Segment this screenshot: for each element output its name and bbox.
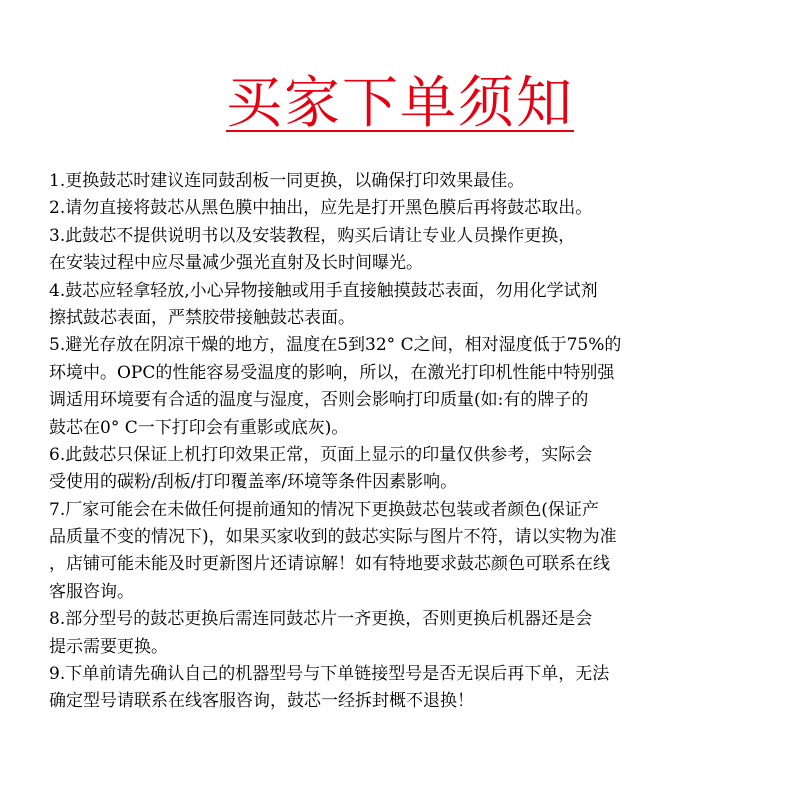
notice-line: 在安装过程中应尽量减少强光直射及长时间曝光。 [49, 253, 423, 274]
notice-line: 调适用环境要有合适的温度与湿度，否则会影响打印质量(如:有的牌子的 [49, 390, 589, 411]
notice-line: 客服咨询。 [49, 581, 134, 602]
notice-item-6 [49, 442, 769, 497]
notice-item-2 [49, 195, 769, 222]
notice-line: 9.下单前请先确认自己的机器型号与下单链接型号是否无误后再下单，无法 [49, 664, 610, 685]
notice-list [49, 168, 769, 716]
notice-line: 品质量不变的情况下)，如果买家收到的鼓芯实际与图片不符，请以实物为准 [49, 527, 617, 548]
notice-line: 4.鼓芯应轻拿轻放,小心异物接触或用手直接触摸鼓芯表面，勿用化学试剂 [49, 280, 598, 301]
notice-line: 擦拭鼓芯表面，严禁胶带接触鼓芯表面。 [49, 307, 355, 328]
notice-item-9 [49, 661, 769, 716]
notice-line: 确定型号请联系在线客服咨询，鼓芯一经拆封概不退换！ [49, 691, 474, 712]
notice-line: 8.部分型号的鼓芯更换后需连同鼓芯片一齐更换，否则更换后机器还是会 [49, 609, 593, 630]
notice-line: 2.请勿直接将鼓芯从黑色膜中抽出，应先是打开黑色膜后再将鼓芯取出。 [49, 198, 593, 219]
page-title [0, 72, 800, 136]
notice-item-5 [49, 332, 769, 442]
notice-item-8 [49, 606, 769, 661]
notice-line: 环境中。OPC的性能容易受温度的影响，所以，在激光打印机性能中特别强 [49, 362, 615, 383]
notice-line: ，店铺可能未能及时更新图片还请谅解！如有特地要求鼓芯颜色可联系在线 [49, 554, 610, 575]
notice-line: 受使用的碳粉/刮板/打印覆盖率/环境等条件因素影响。 [49, 472, 458, 493]
notice-item-7 [49, 497, 769, 607]
notice-line: 7.厂家可能会在未做任何提前通知的情况下更换鼓芯包装或者颜色(保证产 [49, 499, 599, 520]
notice-line: 3.此鼓芯不提供说明书以及安装教程，购买后请让专业人员操作更换， [49, 225, 576, 246]
notice-item-4 [49, 278, 769, 333]
notice-line: 5.避光存放在阴凉干燥的地方，温度在5到32° C之间，相对湿度低于75%的 [49, 335, 622, 356]
notice-item-1 [49, 168, 769, 195]
notice-line: 提示需要更换。 [49, 636, 168, 657]
notice-line: 鼓芯在0° C一下打印会有重影或底灰)。 [49, 417, 349, 438]
notice-item-3 [49, 223, 769, 278]
notice-line: 1.更换鼓芯时建议连同鼓刮板一同更换，以确保打印效果最佳。 [49, 171, 525, 191]
notice-line: 6.此鼓芯只保证上机打印效果正常，页面上显示的印量仅供参考，实际会 [49, 444, 593, 465]
page-title-text: 买家下单须知 [226, 71, 574, 136]
